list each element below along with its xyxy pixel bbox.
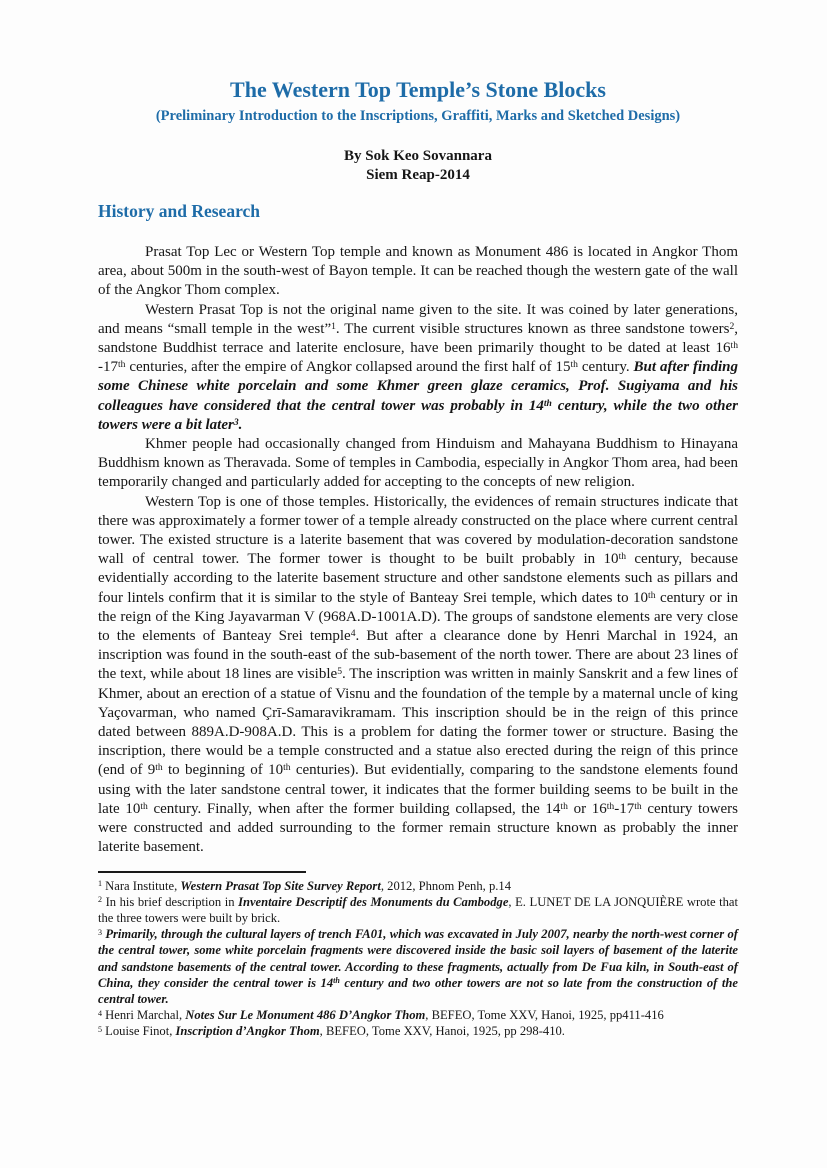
superscript-marker: 2	[729, 320, 735, 332]
superscript-marker: th	[140, 800, 148, 812]
text-run: Henri Marchal,	[102, 1008, 186, 1023]
text-run: But after finding some Chinese white porcelain and some Khmer green glaze ceramics, Prof. Sugiyama and his colleagues have considered that the central tower was probably in 14	[98, 359, 739, 414]
text-run: century, while the two other towers were a bit later	[98, 397, 738, 433]
text-run: . The current visible structures known as three sandstone towers	[335, 320, 730, 337]
text-run: Notes Sur Le Monument 486 D’Angkor Thom	[185, 1008, 426, 1023]
place-date-line: Siem Reap-2014	[366, 166, 470, 183]
superscript-marker: 2	[98, 895, 103, 905]
text-run: Louise Finot,	[102, 1024, 176, 1039]
superscript-marker: 1	[98, 879, 103, 889]
superscript-marker: 4	[98, 1008, 103, 1018]
section-heading: History and Research	[98, 201, 261, 221]
superscript-marker: 3	[233, 416, 239, 428]
superscript-marker: th	[333, 976, 340, 986]
text-run: century and two other towers are not so late from the construction of the central tower.	[98, 975, 739, 1006]
superscript-marker: th	[560, 800, 568, 812]
text-run: , E. LUNET DE LA JONQUIÈRE wrote that the three towers were built by brick.	[98, 894, 738, 925]
text-run: century, because evidentially according to the laterite basement structure and other sandstone elements such as pillars and four lintels confirm that it is similar to the style of Banteay Srei temple, which dates to 10	[98, 551, 738, 606]
superscript-marker: th	[618, 551, 627, 563]
text-run: -17	[614, 800, 635, 817]
text-run: century.	[577, 359, 634, 376]
paragraph	[98, 301, 738, 435]
text-run: Primarily, through the cultural layers of trench FA01, which was excavated in July 2007, nearby the north-west corner of the central tower, some white porcelain fragments were discovered inside the basic soil layers of basement of the laterite and sandstone basements of the central tower. According to these fragments, actually from De Fua kiln, in South-east of China, they consider the central tower is 14	[98, 927, 738, 990]
superscript-marker: th	[543, 397, 552, 409]
text-run: -17	[98, 359, 118, 376]
text-run: or 16	[567, 800, 607, 817]
footnotes	[98, 878, 738, 1040]
text-run: Western Prasat Top is not the original name given to the site. It was coined by later generations, and means “small temple in the west”	[98, 301, 738, 337]
text-run: to beginning of 10	[162, 762, 284, 779]
text-run: century. Finally, when after the former building collapsed, the 14	[147, 800, 561, 817]
text-run: century or in the reign of the King Jayavarman V (968A.D-1001A.D). The groups of sandstone elements are very close to the elements of Banteay Srei temple	[98, 589, 738, 645]
superscript-marker: 4	[350, 628, 356, 640]
superscript-marker: th	[118, 359, 126, 371]
text-run: Prasat Top Lec or Western Top temple and known as Monument 486 is located in Angkor Thom area, about 500m in the south-west of Bayon temple. It can be reached though the western gate of the wall of the Angkor Thom complex.	[98, 244, 738, 299]
text-run: , sandstone Buddhist terrace and laterite enclosure, have been primarily thought to be dated at least 16	[98, 320, 738, 357]
superscript-marker: th	[283, 762, 291, 774]
text-run: . But after a clearance done by Henri Marchal in 1924, an inscription was found in the south-east of the sub-basement of the north tower. There are about 23 lines of the text, while about 18 lines are visible	[98, 628, 738, 683]
superscript-marker: th	[606, 800, 615, 812]
text-run: . The inscription was written in mainly Sanskrit and a few lines of Khmer, about an erection of a statue of Visnu and the foundation of the temple by a maternal uncle of king Yaçovarman, who named Çrī-Samaravikramam. This inscription should be in the reign of this prince dated between 889A.D-908A.D. This is a problem for dating the former tower or structure. Basing the inscription, there would be a temple constructed and a statue also erected during the reign of this prince (end of 9	[98, 666, 738, 779]
footnote	[98, 926, 738, 1007]
superscript-marker: th	[648, 589, 656, 601]
superscript-marker: th	[730, 339, 738, 351]
footnote	[98, 894, 738, 926]
text-run: Inventaire Descriptif des Monuments du Cambodge	[238, 894, 509, 909]
text-run: Inscription d’Angkor Thom	[175, 1024, 320, 1039]
superscript-marker: th	[570, 359, 578, 371]
page-subtitle: (Preliminary Introduction to the Inscriptions, Graffiti, Marks and Sketched Designs)	[155, 108, 681, 124]
text-run: .	[238, 416, 243, 433]
paragraph	[98, 435, 738, 493]
text-run: Khmer people had occasionally changed from Hinduism and Mahayana Buddhism to Hinayana Buddhism known as Theravada. Some of temples in Cambodia, especially in Angkor Thom area, had been temporarily changed and particularly added for accepting to the concepts of new religion.	[98, 436, 738, 491]
author-byline: By Sok Keo Sovannara	[344, 148, 492, 164]
footnote	[98, 1023, 738, 1039]
body-text	[98, 243, 738, 858]
text-run: Nara Institute,	[102, 878, 181, 893]
superscript-marker: 5	[98, 1024, 103, 1034]
page-title: The Western Top Temple’s Stone Blocks	[230, 77, 606, 102]
text-run: Western Top is one of those temples. Historically, the evidences of remain structures indicate that there was approximately a former tower of a temple already constructed on the place where current central tower. The existed structure is a laterite basement that was covered by modulation-decoration sandstone wall of central tower. The former tower is thought to be built probably in 10	[98, 493, 738, 568]
text-run: centuries). But evidentially, comparing to the sandstone elements found using with the later sandstone central tower, it indicates that the former building seems to be built in the late 10	[98, 762, 738, 817]
paragraph	[98, 493, 738, 858]
text-run: century towers were constructed and added surrounding to the former remain structure known as probably the inner laterite basement.	[98, 800, 739, 856]
footnote	[98, 878, 738, 894]
text-run: In his brief description in	[102, 894, 239, 909]
paragraph	[98, 243, 738, 301]
text-run: , BEFEO, Tome XXV, Hanoi, 1925, pp411-416	[425, 1008, 664, 1023]
text-run: , 2012, Phnom Penh, p.14	[380, 878, 511, 893]
superscript-marker: 5	[337, 666, 342, 678]
text-run: centuries, after the empire of Angkor collapsed around the first half of 15	[125, 359, 571, 376]
footnote	[98, 1007, 738, 1023]
text-run: Western Prasat Top Site Survey Report	[180, 878, 381, 893]
superscript-marker: 3	[98, 927, 103, 937]
superscript-marker: 1	[331, 320, 336, 332]
footnote-separator	[98, 871, 306, 873]
superscript-marker: th	[155, 762, 163, 774]
text-run: , BEFEO, Tome XXV, Hanoi, 1925, pp 298-410.	[319, 1024, 565, 1039]
superscript-marker: th	[634, 800, 642, 812]
